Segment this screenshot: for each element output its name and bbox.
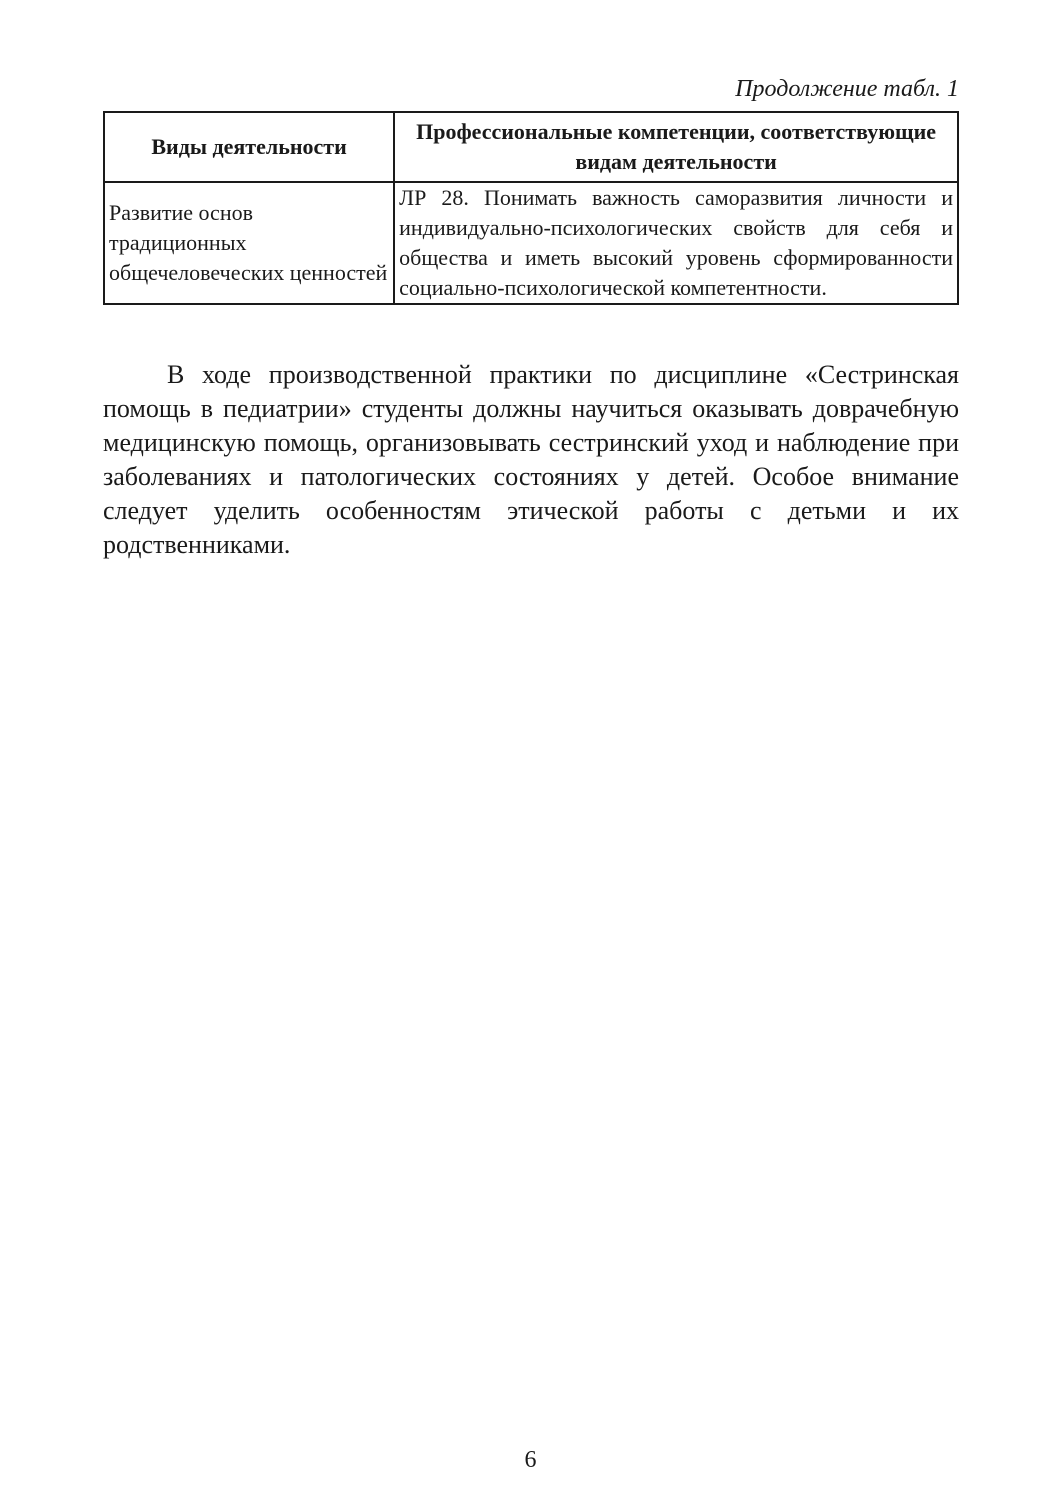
body-paragraph: В ходе производственной практики по дисциплине «Сестринская помощь в педиатрии» студенты должны научиться оказывать доврачебную медицинскую помощь, организовывать сестринский уход и наблюдение при заболеваниях и патологических состояниях у детей. Особое внимание следует уделить особенностям этической работы с детьми и их родственниками. — [103, 360, 959, 559]
header-professional-competencies: Профессиональные компетенции, соответствующие видам деятельности — [394, 112, 958, 182]
header-activity-types: Виды деятельности — [104, 112, 394, 182]
table-row — [104, 182, 958, 304]
table-header-row — [104, 112, 958, 182]
activity-cell: Развитие основ традиционных общечеловеческих ценностей — [104, 182, 394, 304]
competence-table — [103, 111, 959, 305]
page-number: 6 — [524, 1447, 537, 1473]
competence-cell: ЛР 28. Понимать важность саморазвития личности и индивидуально-психологических свойств для себя и общества и иметь высокий уровень сформированности социально-психологической компетентности. — [394, 182, 958, 304]
table-continuation-label: Продолжение табл. 1 — [735, 76, 959, 102]
